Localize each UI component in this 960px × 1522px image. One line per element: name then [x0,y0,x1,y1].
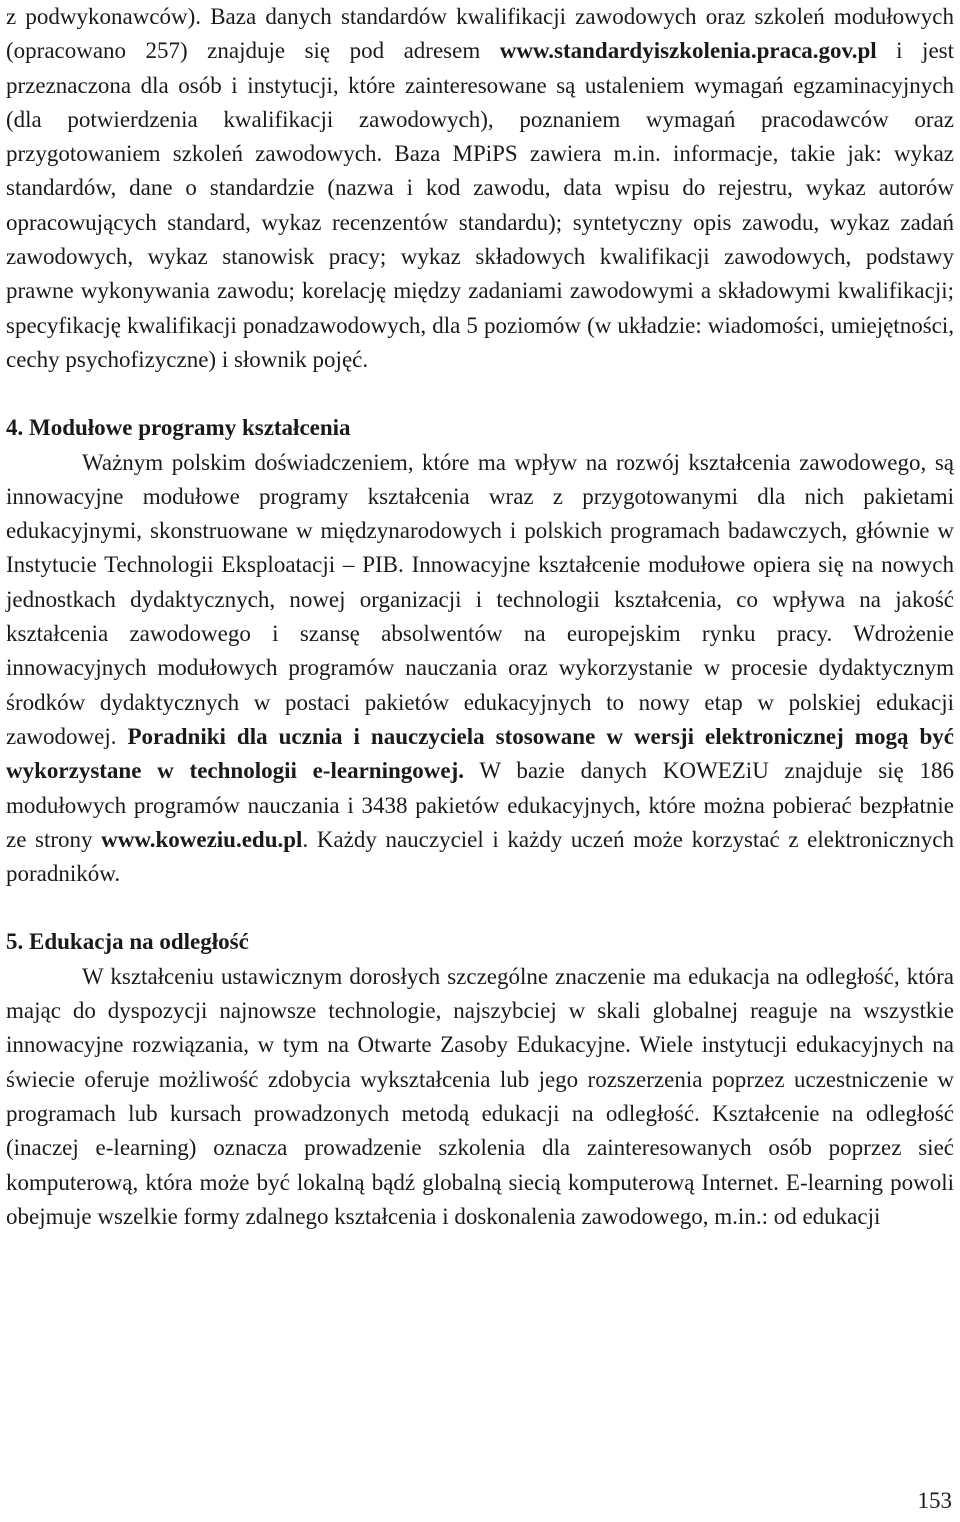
section-heading-modular-programs: 4. Modułowe programy kształcenia [6,415,351,441]
paragraph-text: i jest przeznaczona dla osób i instytucji, które zainteresowane są ustaleniem wymagań egzaminacyjnych (dla potwierdzenia kwalifikacji zawodowych), poznaniem wymagań pracodawców oraz przygotowaniem szkoleń zawodowych. Baza MPiPS zawiera m.in. informacje, takie jak: wykaz standardów, dane o standardzie (nazwa i kod zawodu, data wpisu do rejestru, wykaz autorów opracowujących standard, wykaz recenzentów standardu); syntetyczny opis zawodu, wykaz zadań zawodowych, wykaz stanowisk pracy; wykaz składowych kwalifikacji zawodowych, podstawy prawne wykonywania zawodu; korelację między zadaniami zawodowymi a składowymi kwalifikacji; specyfikację kwalifikacji ponadzawodowych, dla 5 poziomów (w układzie: wiadomości, umiejętności, cechy psychofizyczne) i słownik pojęć. [6,38,954,372]
paragraph-text: W kształceniu ustawicznym dorosłych szczególne znaczenie ma edukacja na odległość, która mając do dyspozycji najnowsze technologie, najszybciej w skali globalnej reaguje na wszystkie innowacyjne rozwiązania, w tym na Otwarte Zasoby Edukacyjne. Wiele instytucji edukacyjnych na świecie oferuje możliwość zdobycia wykształcenia lub jego rozszerzenia poprzez uczestniczenie w programach lub kursach prowadzonych metodą edukacji na odległość. Kształcenie na odległość (inaczej e-learning) oznacza prowadzenie szkolenia dla zainteresowanych osób poprzez sieć komputerową, która może być lokalną bądź globalną siecią komputerową Internet. E-learning powoli obejmuje wszelkie formy zdalnego kształcenia i doskonalenia zawodowego, m.in.: od edukacji [6,963,954,1229]
paragraph-text: W bazie danych KOWEZiU znajduje się 186 modułowych programów nauczania i 3438 pakietów edukacyjnych, które można pobierać bezpłatnie ze strony [6,758,954,852]
page-number: 153 [917,1488,952,1513]
paragraph-distance-learning [6,960,954,1234]
section-heading-distance-learning: 5. Edukacja na odległość [6,929,249,955]
section-gap [6,377,954,411]
paragraph-text: Ważnym polskim doświadczeniem, które ma wpływ na rozwój kształcenia zawodowego, są innowacyjne modułowe programy kształcenia wraz z przygotowanymi dla nich pakietami edukacyjnymi, skonstruowane w międzynarodowych i polskich programach badawczych, głównie w Instytucie Technologii Eksploatacji – PIB. Innowacyjne kształcenie modułowe opiera się na nowych jednostkach dydaktycznych, nowej organizacji i technologii kształcenia, co wpływa na jakość kształcenia zawodowego i szansę absolwentów na europejskim rynku pracy. Wdrożenie innowacyjnych modułowych programów nauczania oraz wykorzystanie w procesie dydaktycznym środków dydaktycznych w postaci pakietów edukacyjnych to nowy etap w polskiej edukacji zawodowej. [6,449,954,749]
paragraph-text: z podwykonawców). Baza danych standardów kwalifikacji zawodowych oraz szkoleń modułowych (opracowano 257) znajduje się pod adresem [6,4,954,64]
paragraph-text: . Każdy nauczyciel i każdy uczeń może korzystać z elektronicznych poradników. [6,826,955,887]
paragraph-modular-programs [6,446,954,892]
bold-statement-elearning-guides: Poradniki dla ucznia i nauczyciela stosowane w wersji elektronicznej mogą być wykorzystane w technologii e-learningowej. [6,723,954,784]
section-gap [6,891,954,925]
paragraph-mpips-database [6,0,954,377]
document-page [6,0,954,1234]
url-koweziu: www.koweziu.edu.pl [101,826,303,852]
url-standards-database: www.standardyiszkolenia.praca.gov.pl [499,38,877,64]
